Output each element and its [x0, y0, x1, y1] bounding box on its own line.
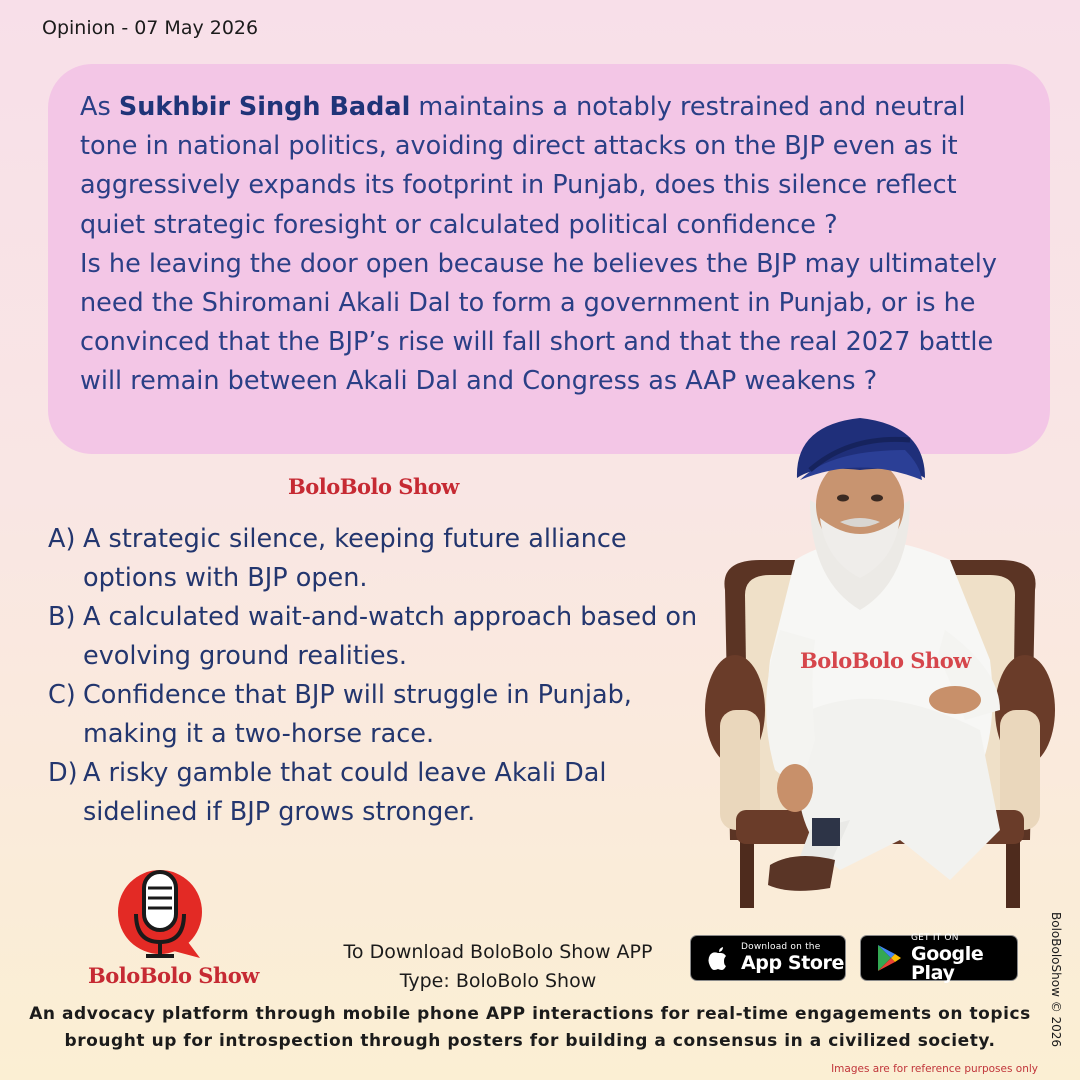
question-box — [48, 64, 1050, 454]
watermark-photo: BoloBolo Show — [800, 648, 971, 673]
logo-text: BoloBolo Show — [88, 963, 259, 988]
poll-options — [48, 520, 728, 832]
date-line: Opinion - 07 May 2026 — [42, 17, 259, 39]
option-d[interactable] — [48, 754, 728, 832]
option-text: A risky gamble that could leave Akali Dal sidelined if BJP grows stronger. — [83, 758, 607, 827]
app-store-button[interactable] — [690, 935, 846, 981]
option-letter: B) — [48, 602, 76, 632]
google-play-small-text: GET IT ON — [911, 932, 959, 943]
option-letter: C) — [48, 680, 76, 710]
option-c[interactable] — [48, 676, 728, 754]
disclaimer: Images are for reference purposes only — [831, 1063, 1038, 1075]
option-a[interactable] — [48, 520, 728, 598]
question-body-second: Is he leaving the door open because he believes the BJP may ultimately need the Shiromani Akali Dal to form a government in Punjab, or is he convinced that the BJP’s rise will fall short and that the real 2027 battle will remain between Akali Dal and Congress as AAP weakens ? — [80, 248, 997, 397]
option-letter: A) — [48, 524, 76, 554]
option-text: A strategic silence, keeping future alliance options with BJP open. — [83, 524, 627, 593]
google-play-label — [911, 934, 1017, 983]
question-body: maintains a notably restrained and neutral tone in national politics, avoiding direct attacks on the BJP even as it aggressively expands its footprint in Punjab, does this silence reflect quiet strategic foresight or calculated political confidence ? — [80, 92, 966, 240]
tagline — [20, 1001, 1040, 1055]
tagline-line-2: brought up for introspection through posters for building a consensus in a civilized society. — [64, 1031, 996, 1051]
question-text — [80, 88, 1020, 402]
tagline-line-1: An advocacy platform through mobile phone APP interactions for real-time engagements on topics — [29, 1004, 1031, 1024]
download-line-1: To Download BoloBolo Show APP — [343, 941, 653, 963]
option-letter: D) — [48, 758, 78, 788]
question-lead: As — [80, 92, 119, 122]
option-text: Confidence that BJP will struggle in Punjab, making it a two-horse race. — [83, 680, 632, 749]
download-instructions — [322, 938, 674, 996]
politician-name: Sukhbir Singh Badal — [118, 92, 411, 122]
google-play-big-text: Google Play — [911, 942, 984, 984]
google-play-icon — [871, 941, 905, 975]
watermark-top: BoloBolo Show — [288, 474, 459, 499]
option-text: A calculated wait-and-watch approach based on evolving ground realities. — [83, 602, 698, 671]
app-store-small-text: Download on the — [741, 942, 821, 952]
copyright: BoloBoloShow © 2026 — [1049, 912, 1063, 1048]
download-line-2: Type: BoloBolo Show — [399, 970, 597, 992]
app-store-label — [741, 943, 844, 973]
option-b[interactable] — [48, 598, 728, 676]
apple-icon — [701, 941, 735, 975]
google-play-button[interactable] — [860, 932, 1018, 984]
app-store-big-text: App Store — [741, 952, 844, 974]
